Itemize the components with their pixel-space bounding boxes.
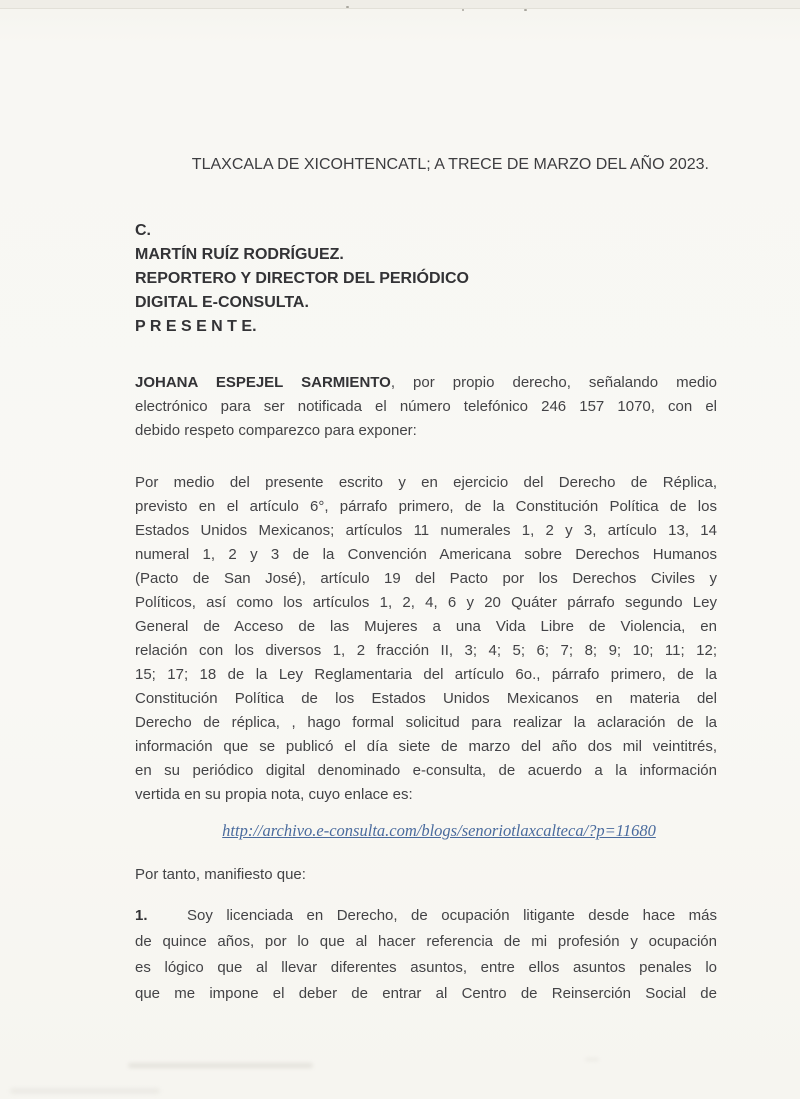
body-line: Derecho de réplica, , hago formal solicitud para realizar la aclaración de la <box>135 714 717 731</box>
scan-speck <box>462 9 464 11</box>
recipient-block <box>135 219 717 339</box>
point-1-line: que me impone el deber de entrar al Centro de Reinserción Social de <box>135 985 717 1002</box>
body-line: numeral 1, 2 y 3 de la Convención Americana sobre Derechos Humanos <box>135 546 717 563</box>
intro-line1-rest: , por propio derecho, señalando medio <box>390 374 718 391</box>
article-link: http://archivo.e-consulta.com/blogs/senoriotlaxcalteca/?p=11680 <box>222 821 656 840</box>
scan-smudge <box>128 1063 313 1068</box>
recipient-presente: P R E S E N T E. <box>135 318 257 335</box>
article-link-line <box>148 818 730 844</box>
recipient-name: MARTÍN RUÍZ RODRÍGUEZ. <box>135 246 344 263</box>
body-line: en su periódico digital denominado e-consulta, de acuerdo a la información <box>135 762 717 779</box>
point-1-line: es lógico que al llevar diferentes asuntos, entre ellos asuntos penales lo <box>135 959 717 976</box>
body-line: vertida en su propia nota, cuyo enlace es: <box>135 786 413 803</box>
point-1-line <box>135 903 717 929</box>
body-line: Por medio del presente escrito y en ejercicio del Derecho de Réplica, <box>135 474 717 491</box>
body-line: 15; 17; 18 de la Ley Reglamentaria del artículo 6o., párrafo primero, de la <box>135 666 717 683</box>
intro-line <box>135 371 717 395</box>
body-line: Políticos, así como los artículos 1, 2, 4, 6 y 20 Quáter párrafo segundo Ley <box>135 594 717 611</box>
body-line: información que se publicó el día siete de marzo del año dos mil veintitrés, <box>135 738 717 755</box>
body-line: previsto en el artículo 6°, párrafo primero, de la Constitución Política de los <box>135 498 717 515</box>
point-1-paragraph <box>135 903 717 1007</box>
applicant-name: JOHANA ESPEJEL SARMIENTO <box>135 374 391 391</box>
recipient-salutation: C. <box>135 222 151 239</box>
scan-speck <box>346 6 349 8</box>
por-tanto-line: Por tanto, manifiesto que: <box>135 866 306 883</box>
scan-smudge <box>10 1088 160 1094</box>
point-1-number: 1. <box>135 907 148 924</box>
scan-smudge <box>585 1058 599 1061</box>
body-line: relación con los diversos 1, 2 fracción II, 3; 4; 5; 6; 7; 8; 9; 10; 11; 12; <box>135 642 717 659</box>
body-line: Estados Unidos Mexicanos; artículos 11 numerales 1, 2 y 3, artículo 13, 14 <box>135 522 717 539</box>
intro-line: debido respeto comparezco para exponer: <box>135 422 417 439</box>
intro-line: electrónico para ser notificada el número telefónico 246 157 1070, con el <box>135 398 717 415</box>
body-line: General de Acceso de las Mujeres a una Vida Libre de Violencia, en <box>135 618 717 635</box>
scan-edge-artifact <box>0 0 800 9</box>
point-1-line: de quince años, por lo que al hacer referencia de mi profesión y ocupación <box>135 933 717 950</box>
recipient-title-line1: REPORTERO Y DIRECTOR DEL PERIÓDICO <box>135 270 469 287</box>
point-1-text: Soy licenciada en Derecho, de ocupación litigante desde hace más <box>187 907 717 924</box>
body-paragraph <box>135 471 717 807</box>
intro-paragraph <box>135 371 717 443</box>
recipient-title-line2: DIGITAL E-CONSULTA. <box>135 294 309 311</box>
letter-content <box>135 152 717 1007</box>
date-line: TLAXCALA DE XICOHTENCATL; A TRECE DE MARZO DEL AÑO 2023. <box>191 156 709 173</box>
body-line: (Pacto de San José), artículo 19 del Pacto por los Derechos Civiles y <box>135 570 717 587</box>
body-line: Constitución Política de los Estados Unidos Mexicanos en materia del <box>135 690 717 707</box>
scan-speck <box>524 9 527 11</box>
